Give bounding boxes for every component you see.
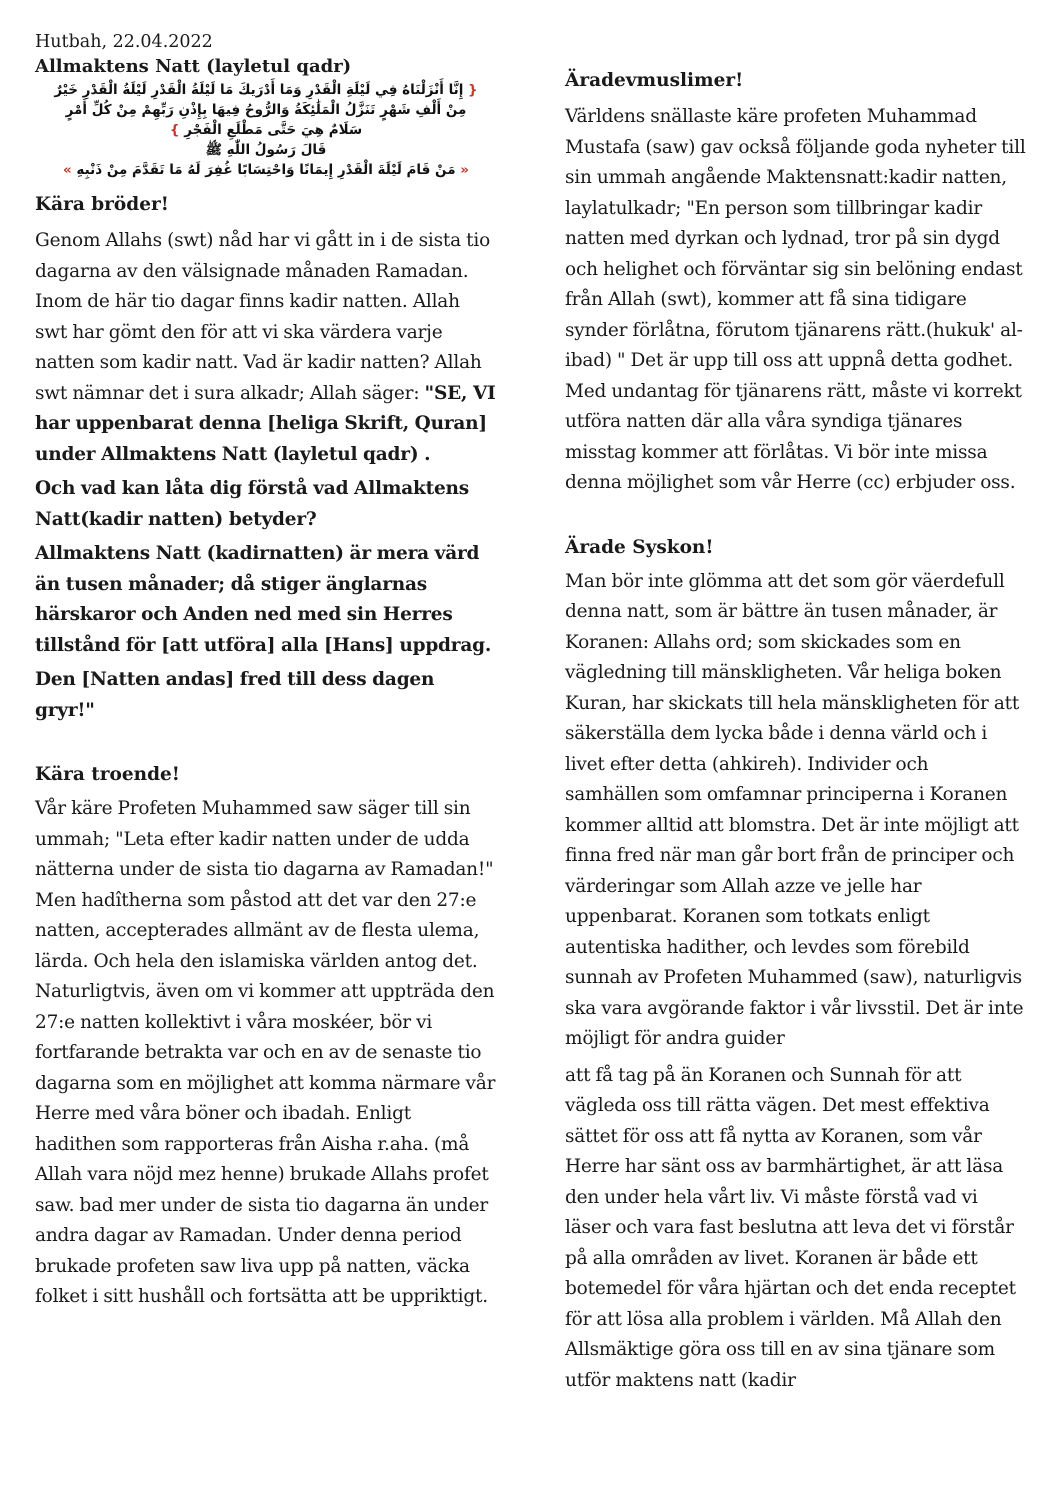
date-line: Hutbah, 22.04.2022 <box>35 32 213 52</box>
section-heading-kara-troende: Kära troende! <box>35 764 180 785</box>
section-heading-arade-syskon: Ärade Syskon! <box>565 536 714 558</box>
section-heading-kara-broder: Kära bröder! <box>35 194 169 215</box>
section-paragraph: Vår käre Profeten Muhammed saw säger till sin ummah; "Leta efter kadir natten under de udda nätterna under de sista tio dagarna av Ramadan!" Men hadîtherna som påstod att det var den 27:e natten, accepterades allmänt av de flesta ulema, lärda. Och hela den islamiska världen antog det. Naturligtvis, även om vi kommer att uppträda den 27:e natten kollektivt i våra moskéer, bör vi fortfarande betrakta var och en av de senaste tio dagarna som en möjlighet att komma närmare vår Herre med våra böner och ibadah. Enligt hadithen som rapporteras från Aisha r.aha. (må Allah vara nöjd mez henne) brukade Allahs profet saw. bad mer under de sista tio dagarna än under andra dagar av Ramadan. Under denna period brukade profeten saw liva upp på natten, väcka folket i sitt hushåll och fortsätta att be uppriktigt. <box>35 798 496 1307</box>
section-paragraph: Genom Allahs (swt) nåd har vi gått in i de sista tio dagarna av den välsignade månaden Ramadan. Inom de här tio dagar finns kadir natten. Allah swt har gömt den för att vi ska värdera varje natten som kadir natt. Vad är kadir natten? Allah swt nämnar det i sura alkadr; Allah säger: "SE, VI har uppenbarat denna [heliga Skrift, Quran] under Allmaktens Natt (layletul qadr) . <box>35 230 496 465</box>
close-brace: } <box>169 122 180 138</box>
section-paragraph: Världens snällaste käre profeten Muhammad Mustafa (saw) gav också följande goda nyheter till sin ummah angående Maktensnatt:kadir natten, laylatulkadr; "En person som tillbringar kadir natten med dyrkan och lydnad, tror på sin dygd och helighet och förväntar sig sin belöning endast från Allah (swt), kommer att få sina tidigare synder förlåtna, förutom tjänarens rätt.(hukuk' al-ibad) " Det är upp till oss att uppnå detta godhet. Med undantag för tjänarens rätt, måste vi korrekt utföra natten där alla våra syndiga tjänares misstag kommer att förlåtas. Vi bör inte missa denna möjlighet som vår Herre (cc) erbjuder oss. <box>565 106 1026 493</box>
arabic-verse-block <box>35 80 497 180</box>
quran-quote-end: Den [Natten andas] fred till dess dagen gryr!" <box>35 669 435 721</box>
arabic-verse-line-1: { إِنَّا أَنْزَلْنَاهُ فِي لَيْلَةِ الْقَدْرِ وَمَا أَدْرَيكَ مَا لَيْلَةُ الْقَدْرِ لَيْلَةُ الْقَدْرِ خَيْرٌ <box>54 82 478 98</box>
right-column <box>565 66 1027 1396</box>
page-title: Allmaktens Natt (layletul qadr) <box>35 56 352 77</box>
left-column <box>35 30 497 1313</box>
hadith-intro: قَالَ رَسُولُ اللّٰهِ ﷺ <box>205 142 327 158</box>
quran-quote: "SE, VI har uppenbarat denna [heliga Skrift, Quran] under Allmaktens Natt (layletul qadr) . <box>35 382 496 465</box>
hadith-open-quote: « <box>460 162 469 178</box>
hadith-line: « مَنْ قَامَ لَيْلَةَ الْقَدْرِ إِيمَانًا وَاحْتِسَابًا غُفِرَ لَهُ مَا تَقَدَّمَ مِنْ ذَنْبِهِ » <box>62 162 469 178</box>
quran-quote-question: Och vad kan låta dig förstå vad Allmaktens Natt(kadir natten) betyder? <box>35 478 470 530</box>
quran-quote-answer: Allmaktens Natt (kadirnatten) är mera värd än tusen månader; då stiger änglarnas härskaror och Anden ned med sin Herres tillstånd för [att utföra] alla [Hans] uppdrag. <box>35 543 492 656</box>
section-paragraph: att få tag på än Koranen och Sunnah för att vägleda oss till rätta vägen. Det mest effektiva sättet för oss att få nytta av Koranen, som vår Herre har sänt oss av barmhärtighet, är att läsa den under hela vårt liv. Vi måste förstå vad vi läser och vara fast beslutna att leva det vi förstår på alla områden av livet. Koranen är både ett botemedel för våra hjärtan och det enda receptet för att lösa alla problem i världen. Må Allah den Allsmäktige göra oss till en av sina tjänare som utför maktens natt (kadir <box>565 1064 1016 1391</box>
open-brace: { <box>468 82 478 98</box>
section-paragraph: Man bör inte glömma att det som gör väerdefull denna natt, som är bättre än tusen månader, är Koranen: Allahs ord; som skickades som en vägledning till mänskligheten. Vår heliga boken Kuran, har skickats till hela mänskligheten för att säkerställa dem lycka både i denna värld och i livet efter detta (ahkireh). Individer och samhällen som omfamnar principerna i Koranen kommer alltid att blomstra. Det är inte möjligt att finna fred när man går bort från de principer och värderingar som Allah azze ve jelle har uppenbarat. Koranen som totkats enligt autentiska hadither, och levdes som förebild sunnah av Profeten Muhammed (saw), naturligvis ska vara avgörande faktor i vår livsstil. Det är inte möjligt för andra guider <box>565 570 1024 1049</box>
arabic-verse-line-2: مِنْ أَلْفِ شَهْرٍ تَنَزَّلُ الْمَلَٰئِكَةُ وَالرُّوحُ فِيهَا بِإِذْنِ رَبِّهِمْ مِنْ كُلِّ أَمْرٍ <box>65 102 467 118</box>
hadith-close-quote: » <box>62 162 72 178</box>
arabic-verse-line-3: سَلَامٌ هِيَ حَتَّى مَطْلَعِ الْفَجْرِ } <box>169 122 363 138</box>
section-heading-aradevmuslimer: Äradevmuslimer! <box>565 70 744 91</box>
